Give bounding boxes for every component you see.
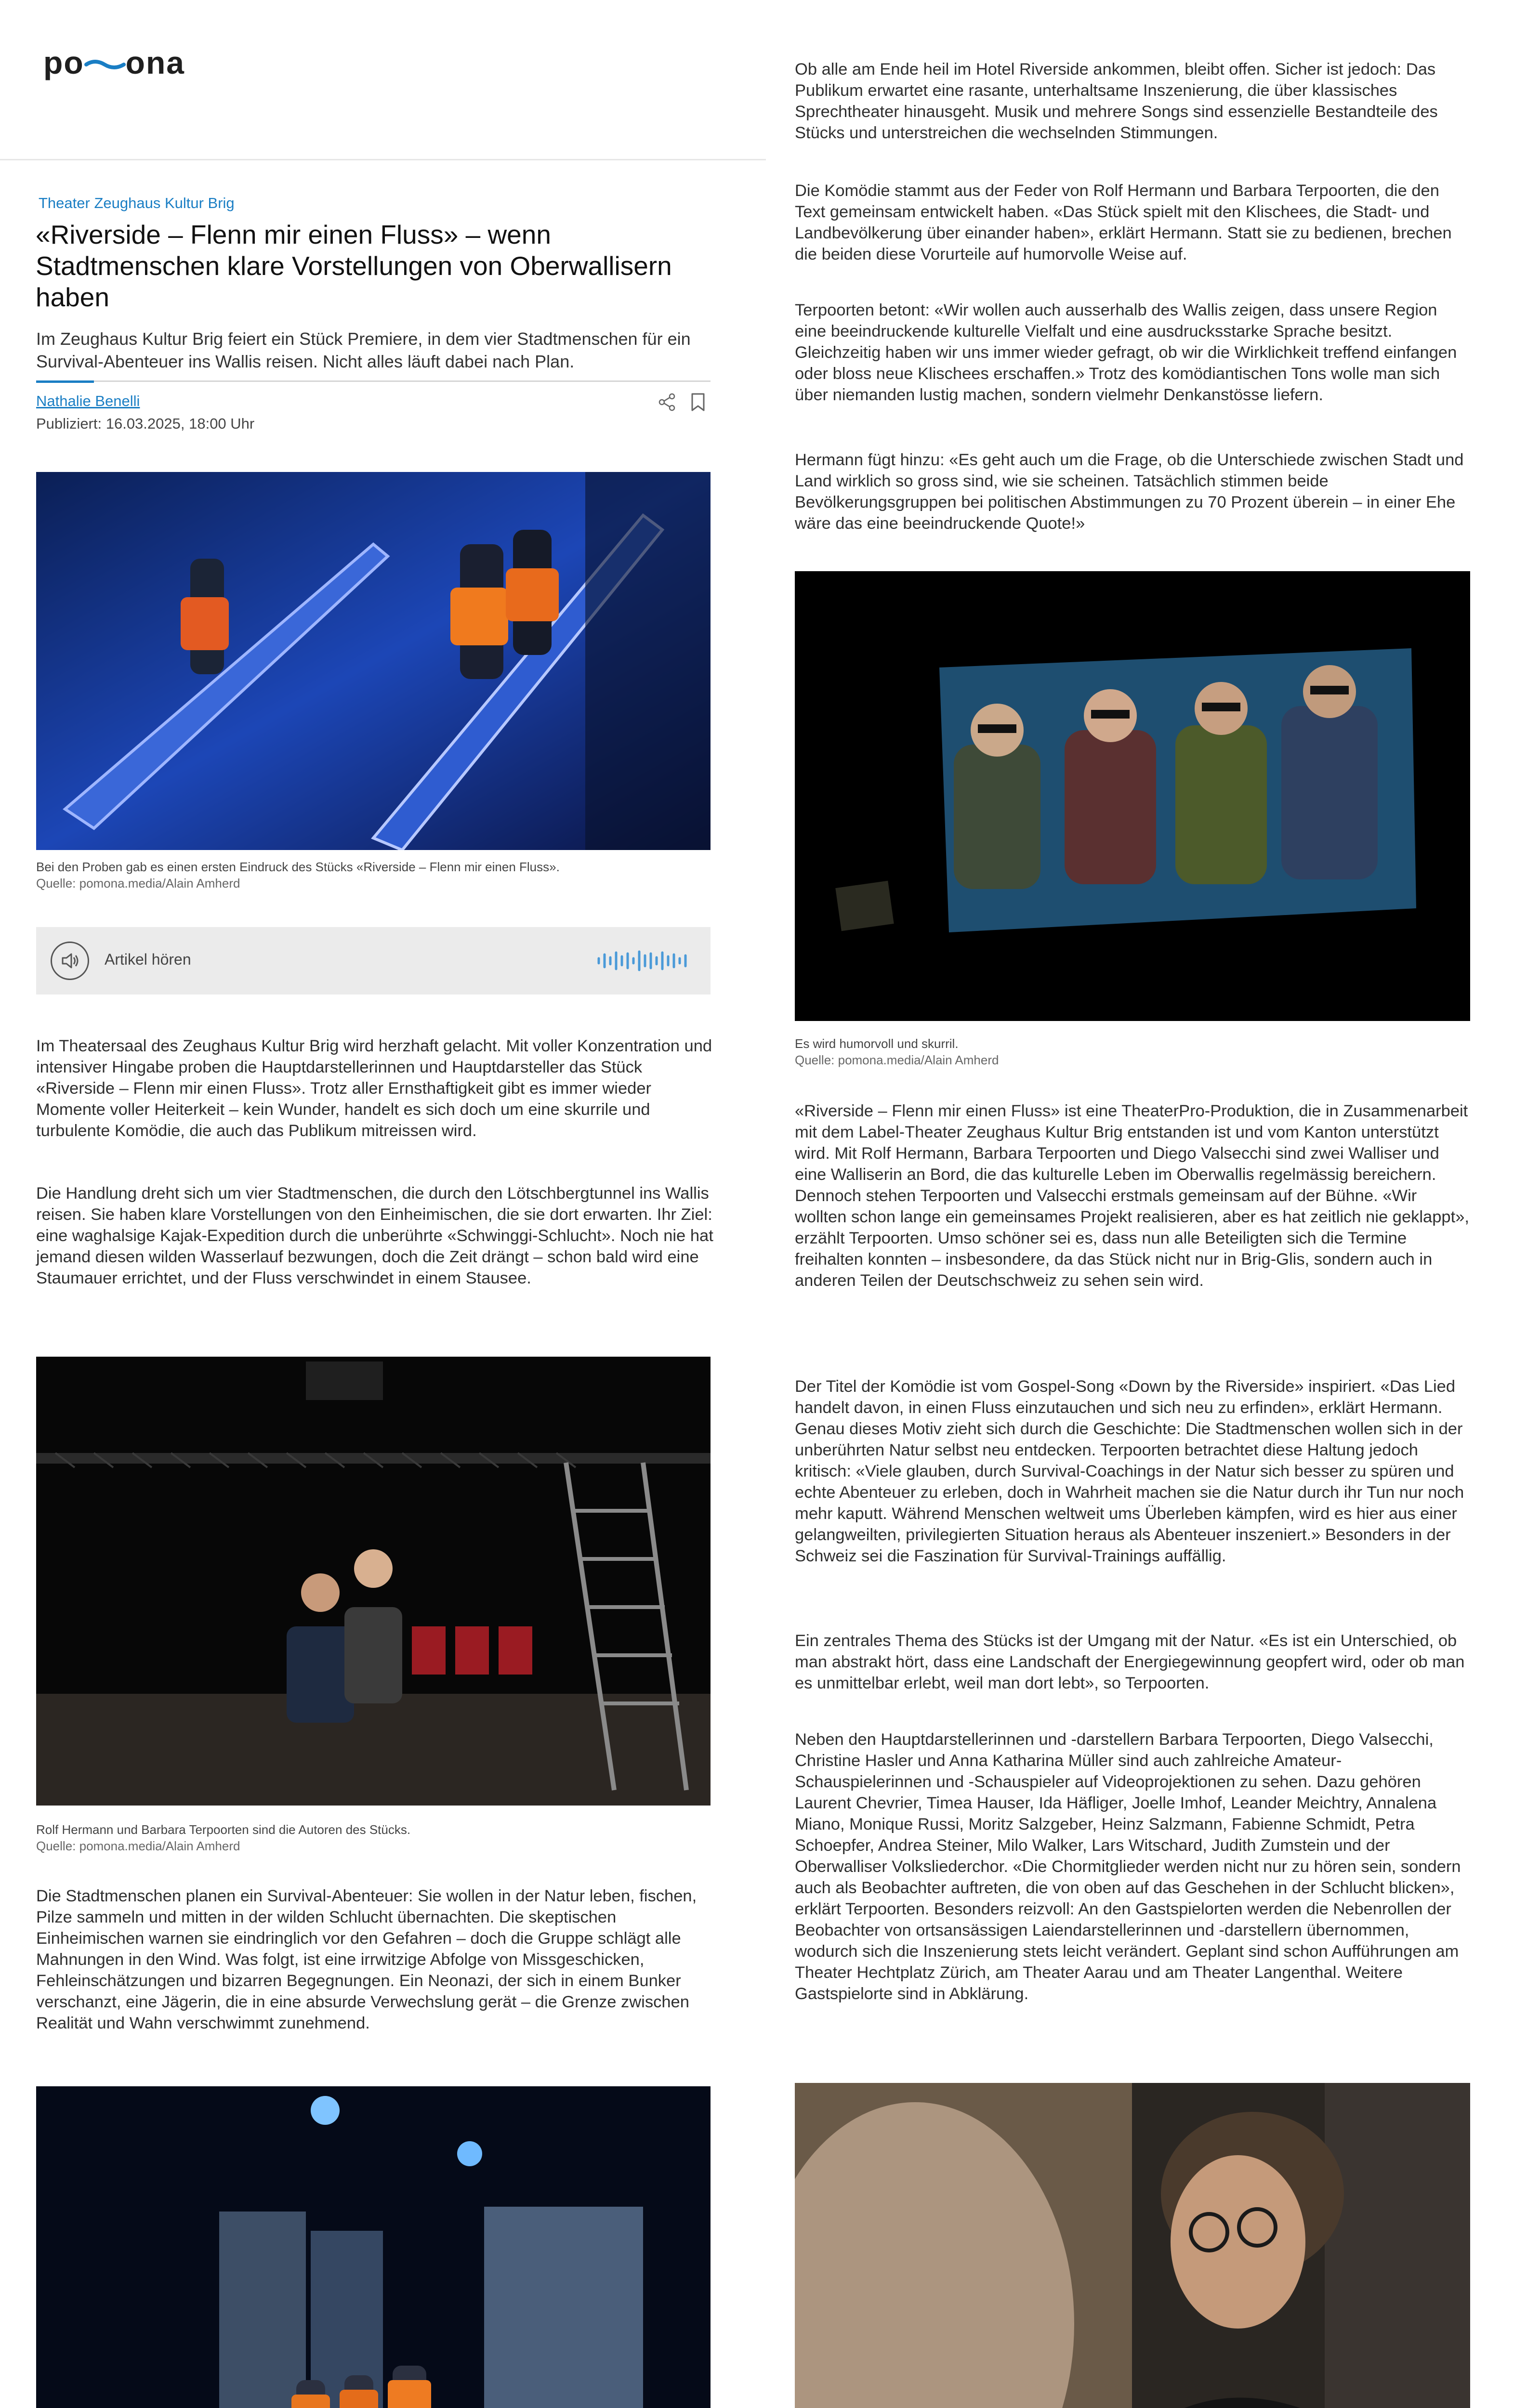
caption-text: Es wird humorvoll und skurril. <box>795 1036 959 1051</box>
article-paragraph: Die Stadtmenschen planen ein Survival-Abenteuer: Sie wollen in der Natur leben, fischen, Pilze sammeln und mitten in der wilden Schlucht übernachten. Die skeptischen Einheimischen warnen sie eindringlich vor den Gefahren – doch die Gruppe schlägt alle Mahnungen in den Wind. Was folgt, ist eine irrwitzige Abfolge von Missgeschicken, Fehleinschätzungen und bizarren Begegnungen. Ein Neonazi, der sich in einem Bunker verschanzt, eine Jägerin, die in eine absurde Verwechslung gerät – die Grenze zwischen Realität und Wahn verschwimmt zunehmend. <box>36 1887 697 2032</box>
meta-divider <box>36 380 711 382</box>
article-kicker[interactable]: Theater Zeughaus Kultur Brig <box>39 195 235 211</box>
photo-authors[interactable] <box>36 1357 711 1806</box>
logo-wave-icon <box>84 56 126 75</box>
share-icon[interactable] <box>658 393 677 412</box>
caption-text: Rolf Hermann und Barbara Terpoorten sind die Autoren des Stücks. <box>36 1822 411 1837</box>
article-paragraph: Neben den Hauptdarstellerinnen und -darstellern Barbara Terpoorten, Diego Valsecchi, Christine Hasler und Anna Katharina Müller sind auch zahlreiche Amateur-Schauspielerinnen und -Schauspieler auf Videoprojektionen zu sehen. Dazu gehören Laurent Chevrier, Timea Hauser, Ida Häfliger, Joelle Imhof, Leander Meichtry, Annalena Miano, Monique Russi, Moritz Salzgeber, Heinz Salzmann, Fabienne Schmidt, Petra Schoepfer, Andrea Steiner, Milo Walker, Lars Witschard, Judith Zumstein und der Oberwalliser Volksliederchor. «Die Chormitglieder werden nicht nur zu hören sein, sondern auch als Beobachter auftreten, die von oben auf das Geschehen in der Schlucht blicken», erklärt Terpoorten. Besonders reizvoll: An den Gastspielorten werden die Nebenrollen der Beobachter von ortsansässigen Laiendarstellerinnen und -darstellern übernommen, wodurch sich die Inszenierung stets leicht verändert. Geplant sind schon Aufführungen am Theater Hechtplatz Zürich, am Theater Aarau und am Theater Langenthal. Weitere Gastspielorte sind in Abklärung. <box>795 1730 1461 2003</box>
article-paragraph: Hermann fügt hinzu: «Es geht auch um die Frage, ob die Unterschiede zwischen Stadt und Land wirklich so gross sind, wie sie scheinen. Tatsächlich stimmen beide Bevölkerungsgruppen bei politischen Abstimmungen zu 70 Prozent überein – in einer Ehe wäre das eine beeindruckende Quote!» <box>795 451 1464 533</box>
article-paragraph: Terpoorten betont: «Wir wollen auch ausserhalb des Wallis zeigen, dass unsere Region eine beeindruckende kulturelle Vielfalt und eine ausdrucksstarke Sprache besitzt. Gleichzeitig haben wir uns immer wieder gefragt, ob wir die Wirklichkeit treffend einfangen oder bloss neue Klischees erschaffen.» Trotz des komödiantischen Tons wolle man sich über niemanden lustig machen, sondern vielmehr Denkanstösse liefern. <box>795 301 1457 404</box>
audio-waveform-icon <box>595 949 691 973</box>
listen-label: Artikel hören <box>105 951 191 968</box>
article-headline: «Riverside – Flenn mir einen Fluss» – wenn Stadtmenschen klare Vorstellungen von Oberwallisern haben <box>36 220 672 312</box>
article-paragraph: Ob alle am Ende heil im Hotel Riverside ankommen, bleibt offen. Sicher ist jedoch: Das Publikum erwartet eine rasante, unterhaltsame Inszenierung, die über klassisches Sprechtheater hinausgeht. Musik und mehrere Songs sind essenzielle Bestandteile des Stücks und unterstreichen die wechselnden Stimmungen. <box>795 60 1438 142</box>
caption-source: Quelle: pomona.media/Alain Amherd <box>795 1053 999 1067</box>
article-paragraph: Die Handlung dreht sich um vier Stadtmenschen, die durch den Lötschbergtunnel ins Wallis reisen. Sie haben klare Vorstellungen von den Einheimischen, die sie dort erwarten. Ihr Ziel: eine waghalsige Kajak-Expedition durch die unberührte «Schwinggi-Schlucht». Noch nie hat jemand diesen wilden Wasserlauf bezwungen, doch die Zeit drängt – schon bald wird eine Staumauer errichtet, und der Fluss verschwindet in einem Stausee. <box>36 1184 713 1287</box>
publish-date: Publiziert: 16.03.2025, 18:00 Uhr <box>36 415 255 432</box>
kayak-scene-illustration <box>36 472 711 850</box>
photo-director[interactable] <box>795 2083 1470 2408</box>
article-paragraph: Der Titel der Komödie ist vom Gospel-Song «Down by the Riverside» inspiriert. «Das Lied handelt davon, in einen Fluss einzutauchen und sich neu zu erfinden», erklärt Hermann. Genau dieses Motiv zieht sich durch die Geschichte: Die Stadtmenschen wollen sich in der unberührten Natur selbst neu entdecken. Terpoorten betrachtet diese Haltung jedoch kritisch: «Viele glauben, durch Survival-Coachings in der Natur sich besser zu spüren und echte Abenteuer zu erleben, doch in Wahrheit machen sie die Natur durch ihr Tun nur noch mehr kaputt. Während Menschen weltweit ums Überleben kämpfen, wird es hier aus einer gelangweilten, privilegierten Situation heraus als Abenteuer inszeniert.» Besonders in der Schweiz sei die Faszination für Survival-Trainings auffällig. <box>795 1377 1464 1565</box>
article-paragraph: Im Theatersaal des Zeughaus Kultur Brig wird herzhaft gelacht. Mit voller Konzentration und intensiver Hingabe proben die Hauptdarstellerinnen und Hauptdarsteller das Stück «Riverside – Flenn mir einen Fluss». Trotz aller Ernsthaftigkeit gibt es immer wieder Momente voller Heiterkeit – kein Wunder, handelt es sich doch um eine skurrile und turbulente Komödie, die auch das Publikum mitreissen wird. <box>36 1037 712 1140</box>
photo-caption <box>36 1821 711 1854</box>
header-divider <box>0 159 766 160</box>
article-lead: Im Zeughaus Kultur Brig feiert ein Stück Premiere, in dem vier Stadtmenschen für ein Survival-Abenteuer ins Wallis reisen. Nicht alles läuft dabei nach Plan. <box>36 329 691 371</box>
photo-stage-actors[interactable] <box>36 2086 711 2408</box>
humorous-scene-illustration <box>795 571 1470 1021</box>
bookmark-icon[interactable] <box>690 393 706 412</box>
caption-source: Quelle: pomona.media/Alain Amherd <box>36 876 240 890</box>
caption-source: Quelle: pomona.media/Alain Amherd <box>36 1839 240 1853</box>
photo-humorous-scene[interactable] <box>795 571 1470 1021</box>
article-paragraph: Ein zentrales Thema des Stücks ist der Umgang mit der Natur. «Es ist ein Unterschied, ob man abstrakt hört, dass eine Landschaft der Energiegewinnung geopfert wird, oder ob man es unmittelbar erlebt, weil man dort lebt», so Terpoorten. <box>795 1632 1465 1692</box>
listen-article-button[interactable] <box>36 927 711 995</box>
author-link[interactable]: Nathalie Benelli <box>36 393 140 409</box>
photo-kayak-rehearsal[interactable] <box>36 472 711 850</box>
authors-scene-illustration <box>36 1357 711 1806</box>
brand-logo[interactable]: po ona <box>43 45 185 80</box>
article-paragraph: Die Komödie stammt aus der Feder von Rolf Hermann und Barbara Terpoorten, die den Text gemeinsam entwickelt haben. «Das Stück spielt mit den Klischees, die Stadt- und Landbevölkerung über einander haben», erklärt Hermann. Statt sie zu bedienen, brechen die beiden diese Vorurteile auf humorvolle Weise auf. <box>795 182 1452 263</box>
photo-caption <box>36 859 711 891</box>
photo-caption <box>795 1035 1469 1068</box>
article-paragraph: «Riverside – Flenn mir einen Fluss» ist eine TheaterPro-Produktion, die in Zusammenarbeit mit dem Label-Theater Zeughaus Kultur Brig entstanden ist und vom Kanton unterstützt wird. Mit Rolf Hermann, Barbara Terpoorten und Diego Valsecchi sind zwei Walliser und eine Walliserin an Bord, die das kulturelle Leben im Oberwallis regelmässig bereichern. Dennoch stehen Terpoorten und Valsecchi erstmals gemeinsam auf der Bühne. «Wir wollten schon lange ein gemeinsames Projekt realisieren, aber es hat zeitlich nie geklappt», erzählt Terpoorten. Umso schöner sei es, dass nun alle Beteiligten sich die Termine freihalten konnten – insbesondere, da das Stück nicht nur in Brig-Glis, sondern auch in anderen Teilen der Deutschschweiz zu sehen sein wird. <box>795 1102 1469 1290</box>
caption-text: Bei den Proben gab es einen ersten Eindruck des Stücks «Riverside – Flenn mir einen Fluss». <box>36 860 560 874</box>
speaker-icon <box>51 942 89 980</box>
director-portrait-illustration <box>795 2083 1470 2408</box>
stage-scene-illustration <box>36 2086 711 2408</box>
left-column <box>0 0 766 2408</box>
